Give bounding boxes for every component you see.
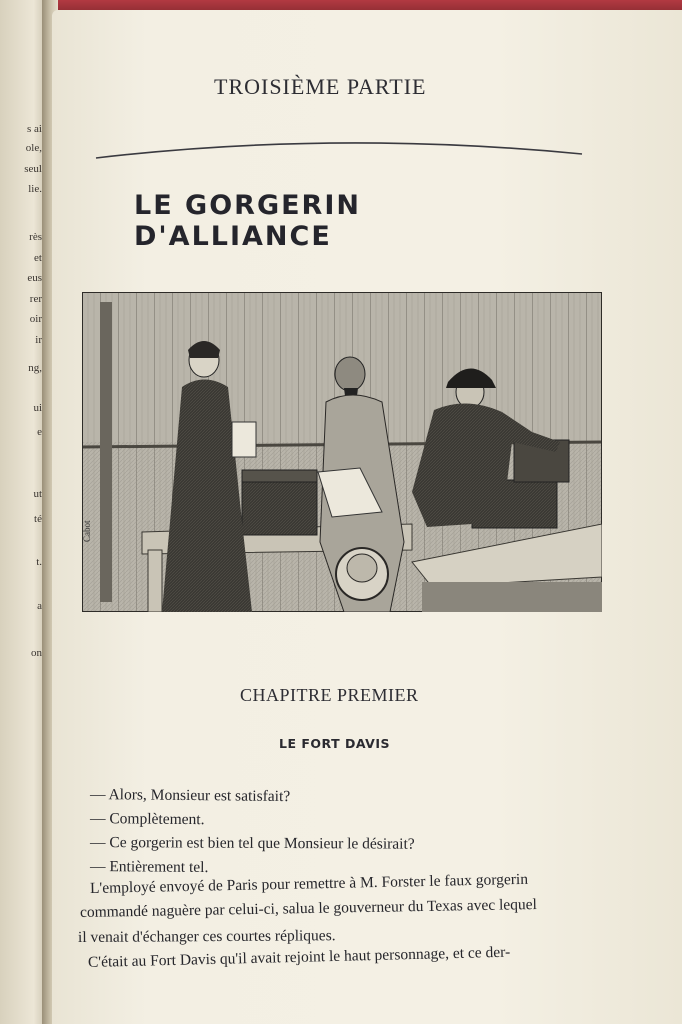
- left-page-text: ir: [35, 334, 42, 346]
- body-text-line: — Entièrement tel.: [89, 858, 209, 877]
- body-text-line: — Alors, Monsieur est satisfait?: [89, 786, 291, 806]
- left-page-text: ut: [33, 488, 42, 500]
- left-page-text: t.: [36, 556, 42, 568]
- left-page-text: et: [34, 252, 42, 264]
- left-page-text: ole,: [25, 142, 42, 154]
- body-text-line: il venait d'échanger ces courtes répliques.: [77, 927, 336, 946]
- body-text-line: L'employé envoyé de Paris pour remettre à M. Forster le faux gorgerin: [89, 870, 529, 897]
- body-text-line: — Ce gorgerin est bien tel que Monsieur le désirait?: [89, 834, 415, 853]
- body-text-line: commandé naguère par celui-ci, salua le gouverneur du Texas avec lequel: [79, 896, 538, 921]
- chapter-title: CHAPITRE PREMIER: [240, 685, 419, 705]
- part-title: TROISIÈME PARTIE: [214, 74, 427, 99]
- left-page-edge: [0, 0, 48, 1024]
- body-text-line: C'était au Fort Davis qu'il avait rejoint le haut personnage, et ce der-: [87, 943, 511, 971]
- left-page-text: seul: [24, 163, 42, 175]
- left-page-text: rès: [29, 231, 42, 243]
- left-page-text: e: [37, 426, 42, 438]
- left-page-text: s ai: [27, 123, 42, 135]
- left-page-text: té: [34, 513, 42, 525]
- left-page-text: eus: [27, 272, 42, 284]
- title-rule: [94, 136, 584, 162]
- book-section-title: LE GORGERIN D'ALLIANCE: [134, 190, 361, 252]
- left-page-text: a: [37, 600, 42, 612]
- left-page-text: oir: [29, 313, 42, 325]
- left-page-text: ui: [33, 402, 42, 414]
- left-page-text: rer: [29, 293, 42, 305]
- chapter-subtitle: LE FORT DAVIS: [279, 736, 390, 751]
- left-page-text: on: [31, 647, 42, 659]
- engraving-illustration: [82, 292, 602, 612]
- body-text-line: — Complètement.: [89, 810, 205, 829]
- left-page-text: ng,: [28, 362, 42, 374]
- left-page-text: lie.: [28, 183, 42, 195]
- illustration-signature: Cabot: [82, 520, 92, 542]
